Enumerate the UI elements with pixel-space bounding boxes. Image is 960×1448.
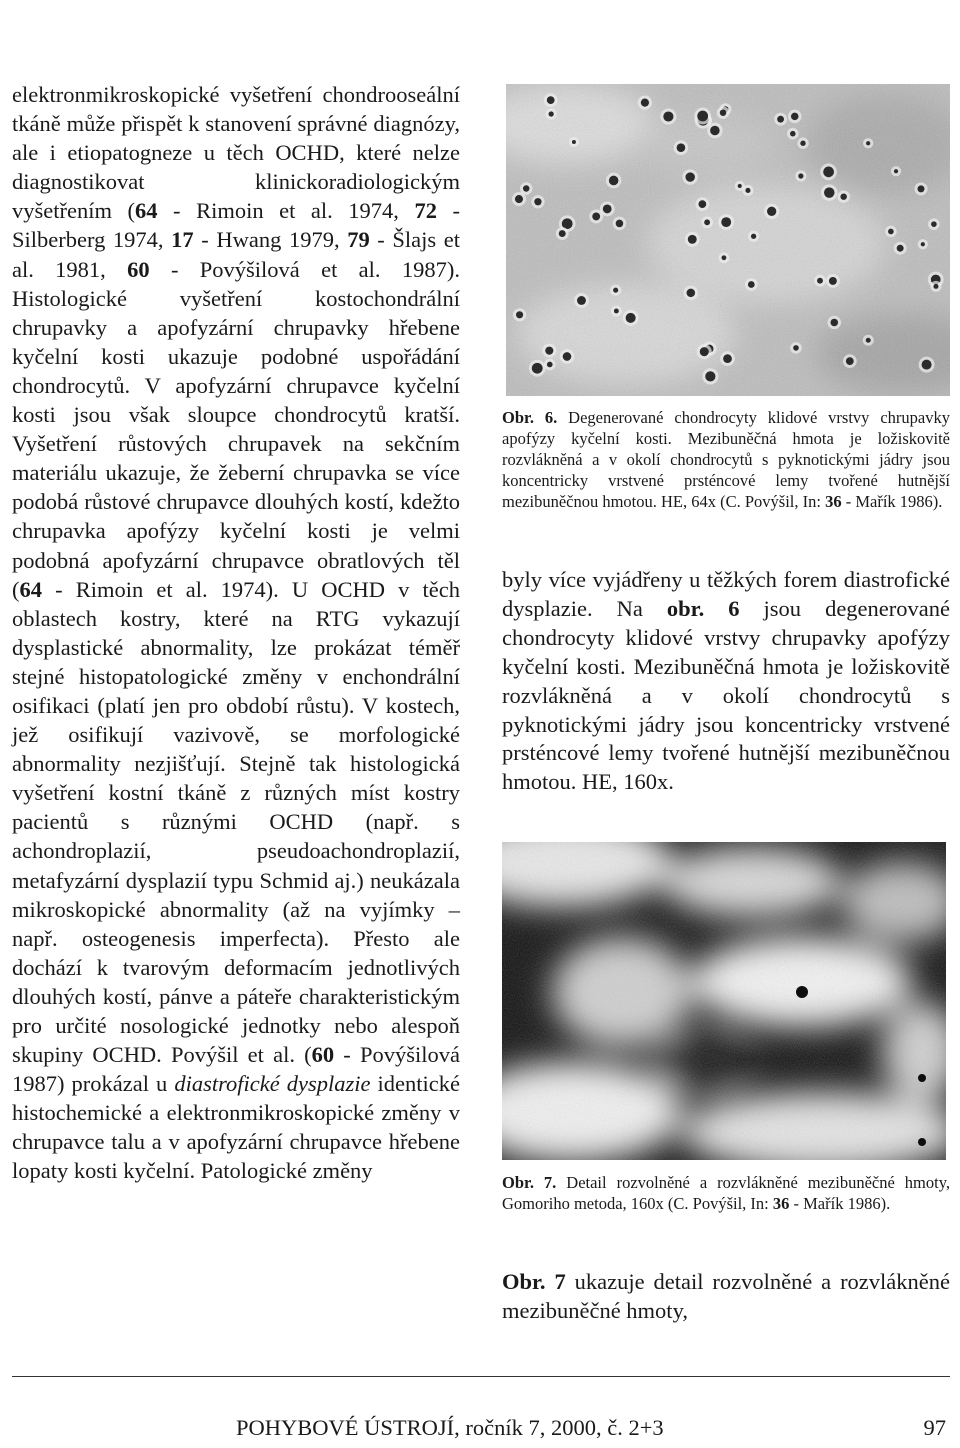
- figure-7-micrograph: [502, 842, 946, 1160]
- right-paragraph-1: byly více vyjádřeny u těžkých forem diastrofické dysplazie. Na obr. 6 jsou degenerované chondrocyty klidové vrstvy chrupavky apofýzy kyčelní kosti. Mezibuněčná hmota je ložiskovitě rozvlákněná a v okolí chondrocytů s pyknotickými jádry jsou koncentricky vrstvené prsténcové lemy tvořené hutnější mezibuněčnou hmotou. HE, 160x.: [502, 567, 950, 795]
- page-number: 97: [923, 1415, 946, 1440]
- footer-rule: [12, 1376, 950, 1377]
- right-paragraph-2: Obr. 7 ukazuje detail rozvolněné a rozvlákněné mezibuněčné hmoty,: [502, 1269, 951, 1323]
- figure-6-caption: Obr. 6. Degenerované chondrocyty klidové vrstvy chrupavky apofýzy kyčelní kosti. Mezibuněčná hmota je ložiskovitě rozvlákněná a v okolí chondrocytů s pyknotickými jádry jsou koncentricky vrstvené prsténcové lemy tvořené hutnější mezibuněčnou hmotou. HE, 64x (C. Povýšil, In: 36 - Mařík 1986).: [502, 408, 950, 511]
- figure-6-micrograph: [506, 84, 950, 396]
- figure-7-caption: Obr. 7. Detail rozvolněné a rozvlákněné mezibuněčné hmoty, Gomoriho metoda, 160x (C. Povýšil, In: 36 - Mařík 1986).: [502, 1173, 950, 1213]
- left-column-text: elektronmikroskopické vyšetření chondrooseální tkáně může přispět k stanovení správné diagnózy, ale i etiopatogneze u těch OCHD, které nelze diagnostikovat klinickoradiologickým vyšetřením (64 - Rimoin et al. 1974, 72 - Silberberg 1974, 17 - Hwang 1979, 79 - Šlajs et al. 1981, 60 - Povýšilová et al. 1987). Histologické vyšetření kostochondrální chrupavky a apofyzární chrupavky hřebene kyčelní kosti ukazuje podobné uspořádání chondrocytů. V apofyzární chrupavce kyčelní kosti jsou však sloupce chondrocytů kratší. Vyšetření růstových chrupavek na sekčním materiálu ukazuje, že žeberní chrupavka se více podobá růstové chrupavce dlouhých kostí, kdežto chrupavka apofýzy kyčelní kosti je velmi podobná apofyzární chrupavce obratlových těl (64 - Rimoin et al. 1974). U OCHD v těch oblastech kostry, které na RTG vykazují dysplastické abnormality, lze prokázat téměř stejné histopatologické změny v enchondrální osifikaci (platí jen pro období růstu). V kostech, jež osifikují vazivově, se morfologické abnormality nezjišťují. Stejně tak histologická vyšetření kostní tkáně z různých míst kostry pacientů s různými OCHD (např. s achondroplazií, pseudoachondroplazií, metafyzární dysplazií typu Schmid aj.) neukázala mikroskopické abnormality (až na vyjímky – např. osteogenesis imperfecta). Přesto ale dochází k tvarovým deformacím jednotlivých dlouhých kostí, pánve a páteře charakteristickým pro určité nosologické jednotky nebo alespoň skupiny OCHD. Povýšil et al. (60 - Povýšilová 1987) prokázal u diastrofické dysplazie identické histochemické a elektronmikroskopické změny v chrupavce talu a v apofyzární chrupavce hřebene lopaty kosti kyčelní. Patologické změny: [12, 82, 460, 1184]
- footer-journal-title: POHYBOVÉ ÚSTROJÍ, ročník 7, 2000, č. 2+3: [236, 1415, 664, 1440]
